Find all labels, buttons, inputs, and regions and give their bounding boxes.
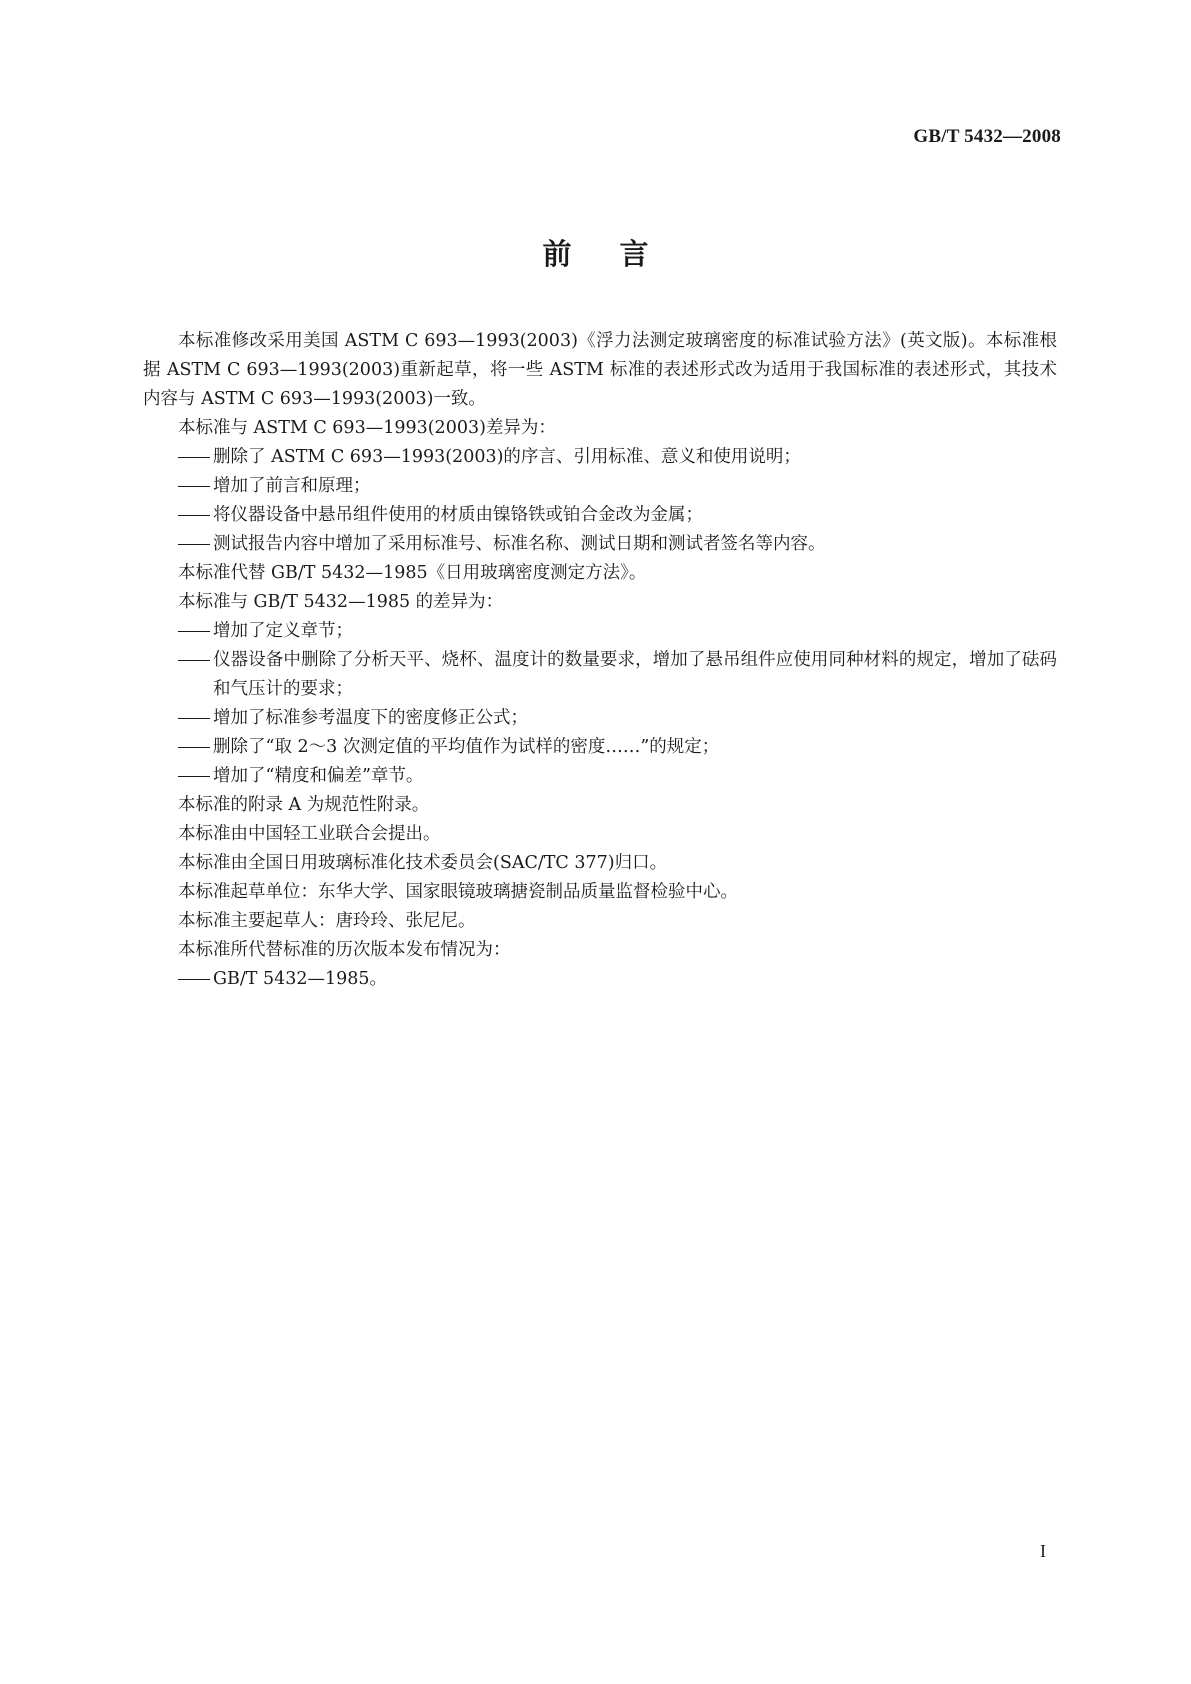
list-item-text: 增加了前言和原理； [213, 476, 371, 496]
paragraph: 本标准起草单位：东华大学、国家眼镜玻璃搪瓷制品质量监督检验中心。 [178, 882, 738, 902]
list-item [143, 965, 1057, 994]
list-item-text: 删除了“取 2～3 次测定值的平均值作为试样的密度……”的规定； [213, 737, 720, 757]
list-item-text: 增加了“精度和偏差”章节。 [213, 766, 424, 786]
list-item [143, 617, 1057, 646]
dash-marker [178, 617, 213, 646]
dash-marker [178, 472, 213, 501]
document-body [143, 327, 1057, 994]
paragraph: 本标准代替 GB/T 5432—1985《日用玻璃密度测定方法》。 [178, 563, 647, 583]
list-item [143, 646, 1057, 704]
paragraph: 本标准修改采用美国 ASTM C 693—1993(2003)《浮力法测定玻璃密度的标准试验方法》(英文版)。本标准根据 ASTM C 693—1993(2003)重新起草，将一些 ASTM 标准的表述形式改为适用于我国标准的表述形式，其技术内容与 ASTM C 693—1993(2003)一致。 [143, 331, 1057, 409]
paragraph: 本标准的附录 A 为规范性附录。 [178, 795, 430, 815]
page-title: 前言 [542, 237, 697, 271]
list-item [143, 443, 1057, 472]
dash-marker [178, 501, 213, 530]
dash-marker [178, 646, 213, 675]
list-item-text: 仪器设备中删除了分析天平、烧杯、温度计的数量要求，增加了悬吊组件应使用同种材料的规定，增加了砝码和气压计的要求； [213, 650, 1057, 699]
list-item [143, 530, 1057, 559]
dash-marker [178, 704, 213, 733]
list-item [143, 501, 1057, 530]
list-item-text: GB/T 5432—1985。 [213, 969, 388, 989]
dash-marker [178, 733, 213, 762]
list-item [143, 733, 1057, 762]
paragraph: 本标准与 GB/T 5432—1985 的差异为： [178, 592, 504, 612]
list-item-text: 增加了定义章节； [213, 621, 353, 641]
list-item [143, 704, 1057, 733]
dash-marker [178, 443, 213, 472]
list-item [143, 762, 1057, 791]
page-number: I [1040, 1541, 1046, 1561]
list-item-text: 测试报告内容中增加了采用标准号、标准名称、测试日期和测试者签名等内容。 [213, 534, 826, 554]
list-item-text: 增加了标准参考温度下的密度修正公式； [213, 708, 528, 728]
paragraph: 本标准由中国轻工业联合会提出。 [178, 824, 441, 844]
list-item-text: 将仪器设备中悬吊组件使用的材质由镍铬铁或铂合金改为金属； [213, 505, 703, 525]
dash-marker [178, 965, 213, 994]
paragraph: 本标准所代替标准的历次版本发布情况为： [178, 940, 511, 960]
dash-marker [178, 530, 213, 559]
list-item [143, 472, 1057, 501]
list-item-text: 删除了 ASTM C 693—1993(2003)的序言、引用标准、意义和使用说明； [213, 447, 801, 467]
paragraph: 本标准主要起草人：唐玲玲、张尼尼。 [178, 911, 476, 931]
dash-marker [178, 762, 213, 791]
paragraph: 本标准与 ASTM C 693—1993(2003)差异为： [178, 418, 556, 438]
standard-number: GB/T 5432—2008 [913, 126, 1061, 147]
paragraph: 本标准由全国日用玻璃标准化技术委员会(SAC/TC 377)归口。 [178, 853, 668, 873]
